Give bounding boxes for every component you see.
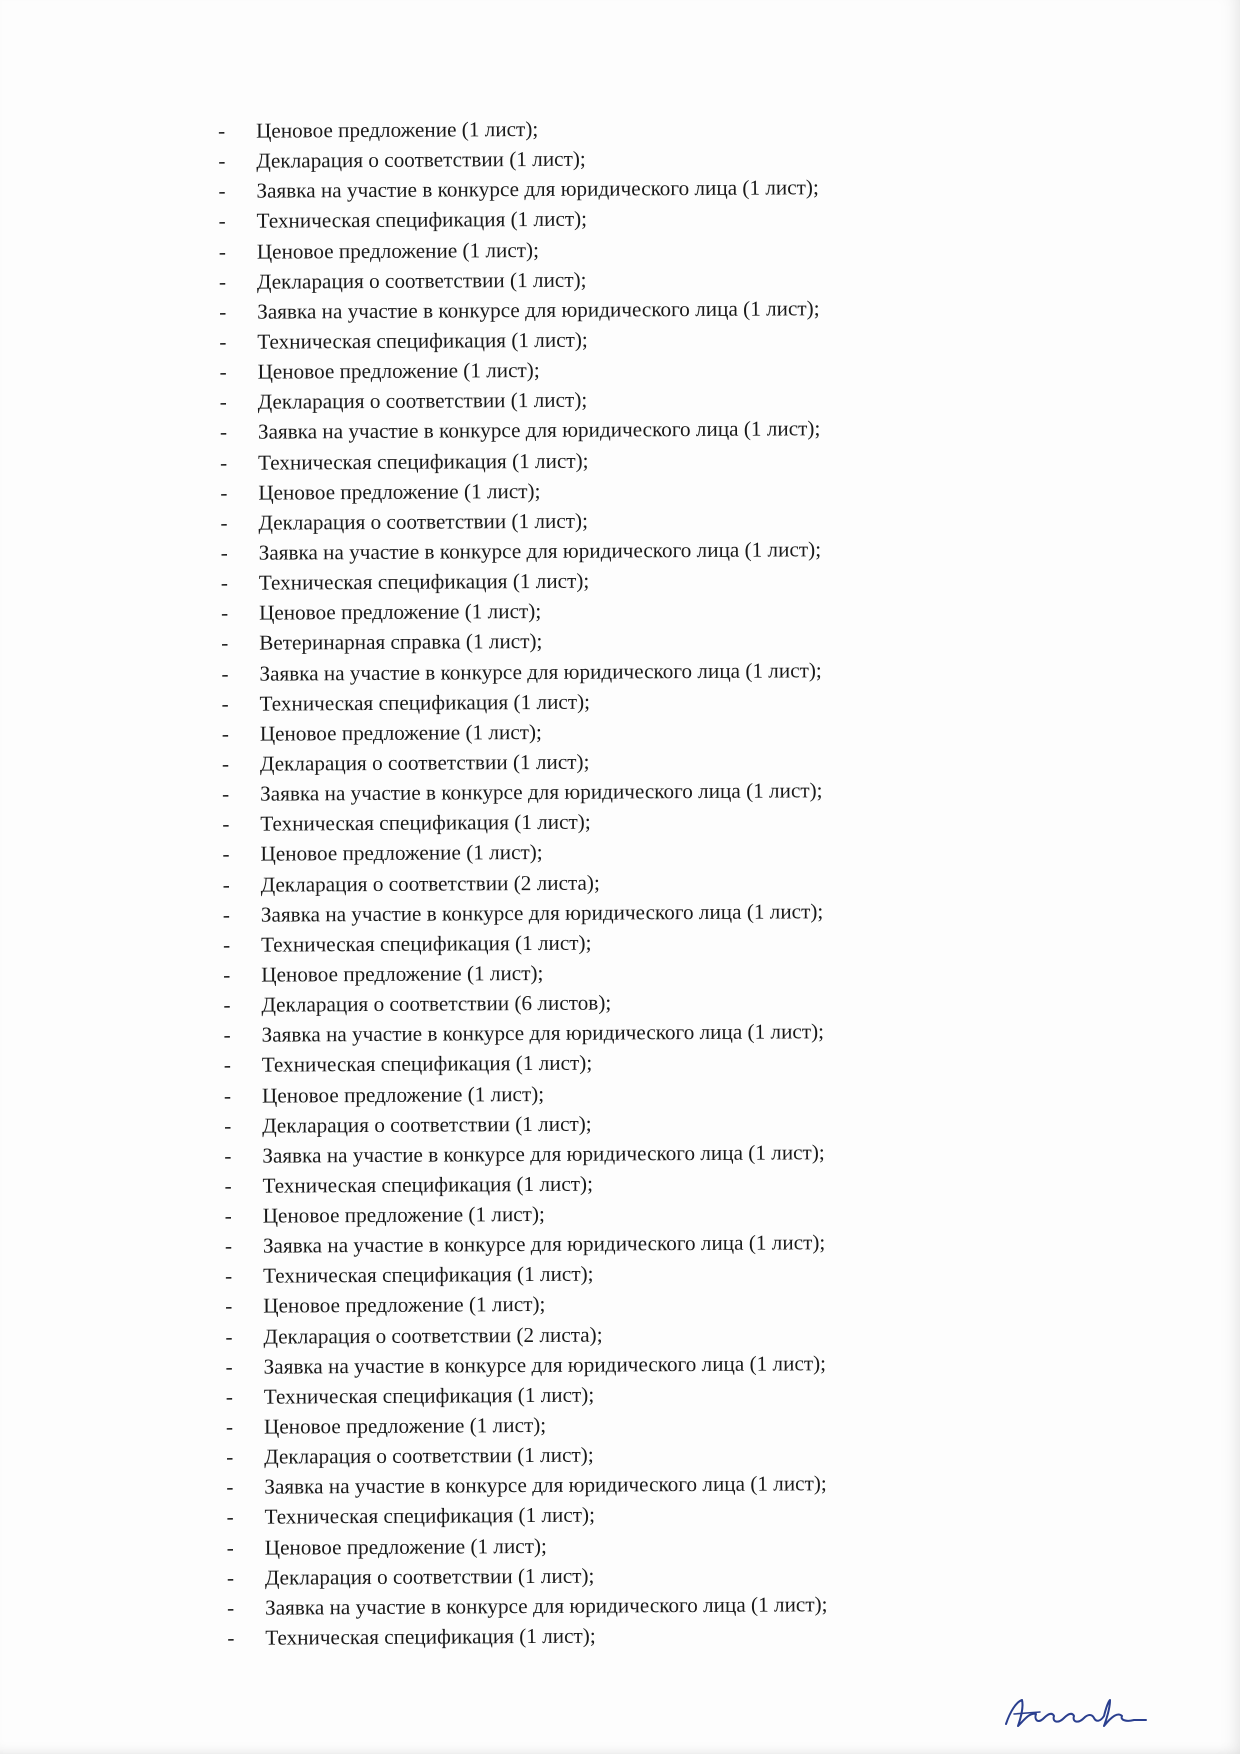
list-item-text: Декларация о соответствии (6 листов);	[261, 990, 612, 1017]
list-item-text: Ценовое предложение (1 лист);	[258, 599, 542, 625]
bullet-dash: -	[220, 480, 228, 505]
list-item-text: Техническая спецификация (1 лист);	[256, 207, 588, 234]
list-item-text: Техническая спецификация (1 лист);	[263, 1382, 595, 1409]
bullet-dash: -	[218, 179, 226, 204]
bullet-dash: -	[222, 781, 230, 806]
bullet-dash: -	[226, 1445, 234, 1470]
bullet-dash: -	[219, 359, 227, 385]
list-item-text: Ценовое предложение (1 лист);	[262, 1201, 545, 1228]
list-item	[211, 1558, 971, 1593]
list-item-text: Декларация о соответствии (1 лист);	[256, 267, 587, 294]
list-item	[211, 1528, 971, 1563]
list-item	[210, 1468, 970, 1503]
list-item-text: Декларация о соответствии (1 лист);	[262, 1111, 592, 1138]
list-item	[208, 1106, 968, 1141]
list-item-text: Декларация о соответствии (1 лист);	[256, 146, 586, 173]
list-item-text: Техническая спецификация (1 лист);	[260, 809, 591, 836]
list-item	[209, 1196, 969, 1231]
list-item	[206, 714, 966, 749]
list-item	[204, 383, 964, 418]
list-item	[207, 925, 967, 960]
bullet-dash: -	[223, 1053, 231, 1078]
list-item-text: Ценовое предложение (1 лист);	[264, 1533, 547, 1560]
bullet-dash: -	[218, 269, 227, 294]
bullet-dash: -	[221, 631, 229, 656]
list-item-text: Декларация о соответствии (1 лист);	[258, 508, 589, 535]
bullet-dash: -	[220, 570, 228, 596]
list-item	[207, 895, 967, 930]
list-item-text: Техническая спецификация (1 лист);	[264, 1503, 596, 1530]
bullet-dash: -	[226, 1565, 235, 1590]
list-item	[210, 1498, 970, 1533]
list-item-text: Ветеринарная справка (1 лист);	[259, 629, 543, 656]
list-item	[209, 1227, 969, 1262]
list-item-text: Ценовое предложение (1 лист);	[257, 358, 540, 384]
list-item	[207, 955, 967, 990]
bullet-dash: -	[224, 1203, 232, 1228]
list-item	[203, 262, 963, 297]
bullet-dash: -	[227, 1625, 235, 1650]
list-item	[208, 1136, 968, 1171]
list-item	[209, 1257, 969, 1292]
list-item-text: Ценовое предложение (1 лист);	[260, 840, 543, 867]
bullet-dash: -	[227, 1595, 235, 1620]
list-item	[211, 1588, 971, 1623]
document-item-list	[202, 111, 971, 1653]
bullet-dash: -	[219, 299, 227, 324]
bullet-dash: -	[225, 1384, 233, 1409]
list-item	[206, 774, 966, 809]
list-item	[206, 835, 966, 870]
bullet-dash: -	[218, 239, 226, 264]
list-item-text: Декларация о соответствии (1 лист);	[264, 1563, 595, 1590]
signature-icon	[1000, 1690, 1150, 1734]
list-item-text: Заявка на участие в конкурсе для юридического лица (1 лист);	[260, 778, 823, 806]
list-item	[205, 533, 965, 568]
list-item	[211, 1618, 971, 1653]
list-item	[210, 1438, 970, 1473]
list-item	[202, 111, 962, 146]
list-item-text: Заявка на участие в конкурсе для юридического лица (1 лист);	[262, 1139, 825, 1168]
list-item	[204, 443, 964, 478]
list-item-text: Техническая спецификация (1 лист);	[265, 1623, 596, 1650]
list-item-text: Заявка на участие в конкурсе для юридического лица (1 лист);	[257, 296, 820, 324]
list-item	[203, 202, 963, 237]
list-item-text: Декларация о соответствии (2 листа);	[260, 870, 600, 897]
list-item	[208, 1046, 968, 1081]
list-item	[209, 1317, 969, 1352]
bullet-dash: -	[226, 1535, 234, 1560]
list-item	[203, 352, 963, 387]
bullet-dash: -	[222, 902, 231, 927]
bullet-dash: -	[225, 1324, 233, 1349]
list-item	[203, 232, 963, 267]
bullet-dash: -	[225, 1414, 234, 1439]
list-item-text: Техническая спецификация (1 лист);	[262, 1171, 594, 1198]
list-item-text: Заявка на участие в конкурсе для юридического лица (1 лист);	[262, 1230, 826, 1258]
list-item	[208, 1016, 968, 1051]
bullet-dash: -	[223, 1023, 231, 1048]
list-item	[208, 1166, 968, 1201]
bullet-dash: -	[223, 1083, 232, 1108]
list-item-text: Заявка на участие в конкурсе для юридического лица (1 лист);	[258, 537, 822, 565]
bullet-dash: -	[222, 812, 230, 837]
list-item-text: Заявка на участие в конкурсе для юридического лица (1 лист);	[256, 175, 819, 203]
list-item	[210, 1347, 970, 1382]
list-item-text: Ценовое предложение (1 лист);	[263, 1292, 546, 1319]
list-item-text: Ценовое предложение (1 лист);	[256, 116, 539, 143]
bullet-dash: -	[226, 1505, 234, 1530]
bullet-dash: -	[225, 1294, 233, 1319]
list-item-text: Заявка на участие в конкурсе для юридического лица (1 лист);	[265, 1592, 828, 1620]
list-item	[209, 1287, 969, 1322]
list-item	[206, 805, 966, 840]
list-item	[207, 865, 967, 900]
list-item-text: Заявка на участие в конкурсе для юридического лица (1 лист);	[260, 898, 824, 927]
list-item-text: Техническая спецификация (1 лист);	[263, 1261, 594, 1288]
list-item-text: Техническая спецификация (1 лист);	[260, 930, 592, 957]
bullet-dash: -	[225, 1354, 233, 1379]
list-item	[203, 322, 963, 357]
list-item	[204, 503, 964, 538]
bullet-dash: -	[224, 1143, 232, 1168]
list-item-text: Декларация о соответствии (1 лист);	[257, 387, 588, 414]
list-item-text: Заявка на участие в конкурсе для юридического лица (1 лист);	[257, 416, 821, 445]
bullet-dash: -	[226, 1475, 234, 1500]
list-item-text: Декларация о соответствии (1 лист);	[259, 749, 590, 776]
list-item	[202, 172, 962, 207]
bullet-dash: -	[224, 1234, 233, 1259]
list-item-text: Заявка на участие в конкурсе для юридического лица (1 лист);	[261, 1019, 825, 1047]
list-item-text: Декларация о соответствии (1 лист);	[264, 1442, 594, 1469]
bullet-dash: -	[220, 510, 228, 535]
list-item-text: Ценовое предложение (1 лист);	[263, 1412, 547, 1439]
list-item	[203, 292, 963, 327]
bullet-dash: -	[222, 872, 230, 897]
bullet-dash: -	[224, 1173, 232, 1198]
list-item	[204, 413, 964, 448]
list-item-text: Техническая спецификация (1 лист);	[258, 448, 589, 475]
list-item	[208, 1076, 968, 1111]
bullet-dash: -	[220, 601, 229, 626]
list-item-text: Ценовое предложение (1 лист);	[256, 237, 540, 264]
list-item	[207, 985, 967, 1020]
list-item-text: Ценовое предложение (1 лист);	[259, 719, 542, 746]
list-item	[205, 654, 965, 689]
list-item	[210, 1407, 970, 1442]
bullet-dash: -	[225, 1264, 233, 1289]
list-item	[204, 473, 964, 508]
list-item	[205, 624, 965, 659]
bullet-dash: -	[221, 661, 229, 686]
list-item-text: Заявка на участие в конкурсе для юридического лица (1 лист);	[259, 657, 822, 686]
bullet-dash: -	[220, 450, 228, 475]
list-item	[202, 141, 962, 176]
list-item-text: Декларация о соответствии (2 листа);	[263, 1322, 603, 1349]
list-item-text: Техническая спецификация (1 лист);	[258, 568, 590, 595]
bullet-dash: -	[219, 329, 227, 354]
bullet-dash: -	[222, 932, 231, 957]
bullet-dash: -	[220, 540, 228, 565]
bullet-dash: -	[218, 118, 226, 143]
bullet-dash: -	[224, 1113, 232, 1138]
list-item-text: Техническая спецификация (1 лист);	[261, 1050, 593, 1078]
list-item-text: Ценовое предложение (1 лист);	[261, 1081, 545, 1108]
list-item-text: Ценовое предложение (1 лист);	[258, 478, 541, 505]
bullet-dash: -	[218, 148, 226, 174]
list-item-text: Техническая спецификация (1 лист);	[259, 689, 591, 716]
list-item	[205, 594, 965, 629]
bullet-dash: -	[219, 390, 227, 415]
bullet-dash: -	[219, 420, 228, 445]
bullet-dash: -	[223, 962, 231, 987]
list-item-text: Заявка на участие в конкурсе для юридического лица (1 лист);	[264, 1471, 827, 1499]
bullet-dash: -	[221, 691, 229, 716]
list-item-text: Заявка на участие в конкурсе для юридического лица (1 лист);	[263, 1350, 827, 1379]
list-item	[210, 1377, 970, 1412]
bullet-dash: -	[221, 721, 229, 746]
list-item-text: Ценовое предложение (1 лист);	[261, 960, 544, 987]
bullet-dash: -	[223, 992, 231, 1017]
list-item-text: Техническая спецификация (1 лист);	[257, 327, 588, 354]
list-item	[205, 684, 965, 719]
list-item	[206, 744, 966, 779]
bullet-dash: -	[222, 842, 230, 867]
bullet-dash: -	[218, 209, 226, 234]
bullet-dash: -	[221, 751, 230, 776]
list-item	[205, 563, 965, 598]
